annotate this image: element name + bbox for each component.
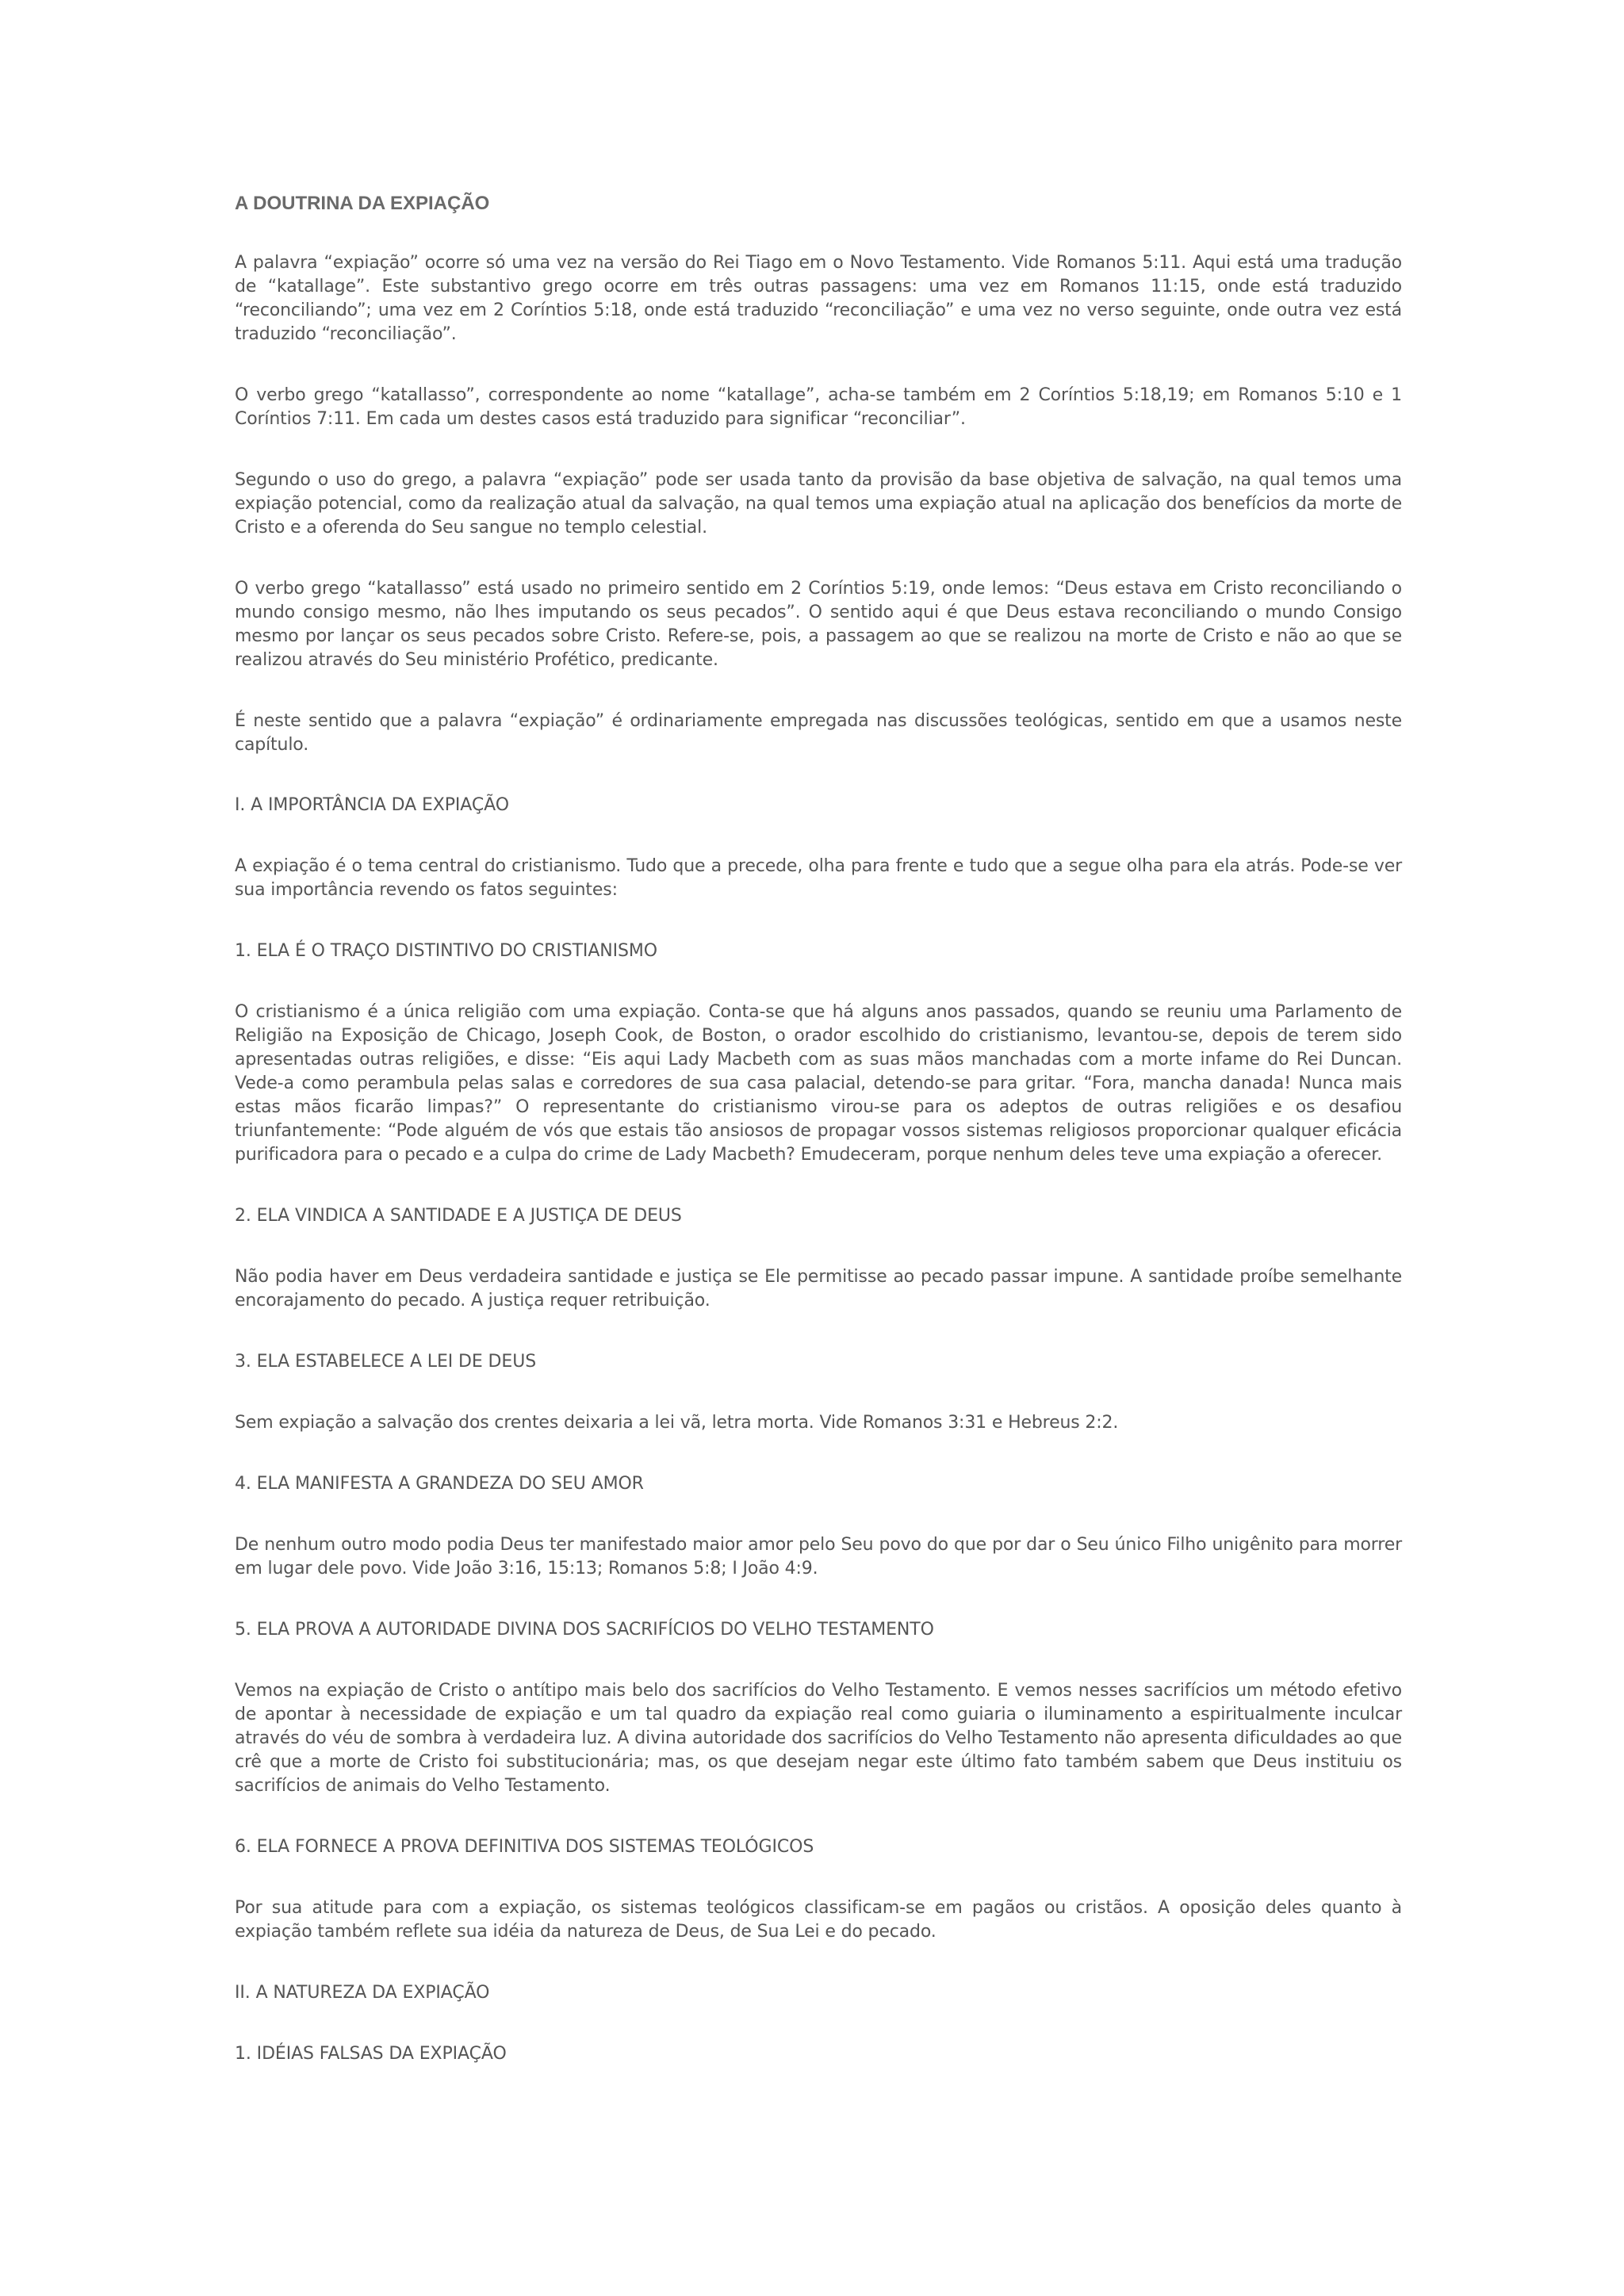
paragraph: Não podia haver em Deus verdadeira santidade e justiça se Ele permitisse ao pecado passar impune. A santidade proíbe semelhante encorajamento do pecado. A justiça requer retribuição.	[235, 1267, 1402, 1311]
paragraph: A palavra “expiação” ocorre só uma vez na versão do Rei Tiago em o Novo Testamento. Vide Romanos 5:11. Aqui está uma tradução de “katallage”. Este substantivo grego ocorre em três outras passagens: uma vez em Romanos 11:15, onde está traduzido “reconciliando”; uma vez em 2 Coríntios 5:18, onde está traduzido “reconciliação” e uma vez no verso seguinte, onde outra vez está traduzido “reconciliação”.	[235, 253, 1402, 344]
paragraph: O cristianismo é a única religião com uma expiação. Conta-se que há alguns anos passados, quando se reuniu uma Parlamento de Religião na Exposição de Chicago, Joseph Cook, de Boston, o orador escolhido do cristianismo, levantou-se, depois de terem sido apresentadas outras religiões, e disse: “Eis aqui Lady Macbeth com as suas mãos manchadas com a morte infame do Rei Duncan. Vede-a como perambula pelas salas e corredores de sua casa palacial, detendo-se para gritar. “Fora, mancha danada! Nunca mais estas mãos ficarão limpas?” O representante do cristianismo virou-se para os adeptos de outras religiões e os desafiou triunfantemente: “Pode alguém de vós que estais tão ansiosos de propagar vossos sistemas religiosos proporcionar qualquer eficácia purificadora para o pecado e a culpa do crime de Lady Macbeth? Emudeceram, porque nenhum deles teve uma expiação a oferecer.	[235, 1002, 1402, 1165]
paragraph: A expiação é o tema central do cristianismo. Tudo que a precede, olha para frente e tudo que a segue olha para ela atrás. Pode-se ver sua importância revendo os fatos seguintes:	[235, 856, 1402, 900]
paragraph: O verbo grego “katallasso” está usado no primeiro sentido em 2 Coríntios 5:19, onde lemos: “Deus estava em Cristo reconciliando o mundo consigo mesmo, não lhes imputando os seus pecados”. O sentido aqui é que Deus estava reconciliando o mundo Consigo mesmo por lançar os seus pecados sobre Cristo. Refere-se, pois, a passagem ao que se realizou na morte de Cristo e não ao que se realizou através do Seu ministério Profético, predicante.	[235, 579, 1402, 670]
paragraph: Vemos na expiação de Cristo o antítipo mais belo dos sacrifícios do Velho Testamento. E vemos nesses sacrifícios um método efetivo de apontar à necessidade de expiação e um tal quadro da expiação real como guiaria o iluminamento a espiritualmente inculcar através do véu de sombra à verdadeira luz. A divina autoridade dos sacrifícios do Velho Testamento não apresenta dificuldades ao que crê que a morte de Cristo foi substitucionária; mas, os que desejam negar este último fato também sabem que Deus instituiu os sacrifícios de animais do Velho Testamento.	[235, 1681, 1402, 1796]
paragraph: Por sua atitude para com a expiação, os sistemas teológicos classificam-se em pagãos ou cristãos. A oposição deles quanto à expiação também reflete sua idéia da natureza de Deus, de Sua Lei e do pecado.	[235, 1898, 1402, 1942]
section-heading: 3. ELA ESTABELECE A LEI DE DEUS	[235, 1352, 537, 1372]
section-heading: 5. ELA PROVA A AUTORIDADE DIVINA DOS SACRIFÍCIOS DO VELHO TESTAMENTO	[235, 1620, 934, 1640]
section-heading: 1. IDÉIAS FALSAS DA EXPIAÇÃO	[235, 2044, 507, 2064]
paragraph: Segundo o uso do grego, a palavra “expiação” pode ser usada tanto da provisão da base objetiva de salvação, na qual temos uma expiação potencial, como da realização atual da salvação, na qual temos uma expiação atual na aplicação dos benefícios da morte de Cristo e a oferenda do Seu sangue no templo celestial.	[235, 470, 1402, 538]
section-heading: 1. ELA É O TRAÇO DISTINTIVO DO CRISTIANISMO	[235, 941, 657, 961]
paragraph: Sem expiação a salvação dos crentes deixaria a lei vã, letra morta. Vide Romanos 3:31 e Hebreus 2:2.	[235, 1413, 1119, 1433]
document-page	[235, 184, 1402, 2066]
paragraph: De nenhum outro modo podia Deus ter manifestado maior amor pelo Seu povo do que por dar o Seu único Filho unigênito para morrer em lugar dele povo. Vide João 3:16, 15:13; Romanos 5:8; I João 4:9.	[235, 1535, 1402, 1578]
paragraph: O verbo grego “katallasso”, correspondente ao nome “katallage”, acha-se também em 2 Coríntios 5:18,19; em Romanos 5:10 e 1 Coríntios 7:11. Em cada um destes casos está traduzido para significar “reconciliar”.	[235, 385, 1402, 429]
section-heading: 6. ELA FORNECE A PROVA DEFINITIVA DOS SISTEMAS TEOLÓGICOS	[235, 1837, 814, 1857]
section-heading: 2. ELA VINDICA A SANTIDADE E A JUSTIÇA DE DEUS	[235, 1206, 682, 1226]
document-title: A DOUTRINA DA EXPIAÇÃO	[235, 193, 490, 214]
paragraph: É neste sentido que a palavra “expiação” é ordinariamente empregada nas discussões teológicas, sentido em que a usamos neste capítulo.	[235, 711, 1402, 755]
section-heading: 4. ELA MANIFESTA A GRANDEZA DO SEU AMOR	[235, 1474, 644, 1494]
section-heading: I. A IMPORTÂNCIA DA EXPIAÇÃO	[235, 795, 509, 815]
section-heading: II. A NATUREZA DA EXPIAÇÃO	[235, 1983, 490, 2003]
